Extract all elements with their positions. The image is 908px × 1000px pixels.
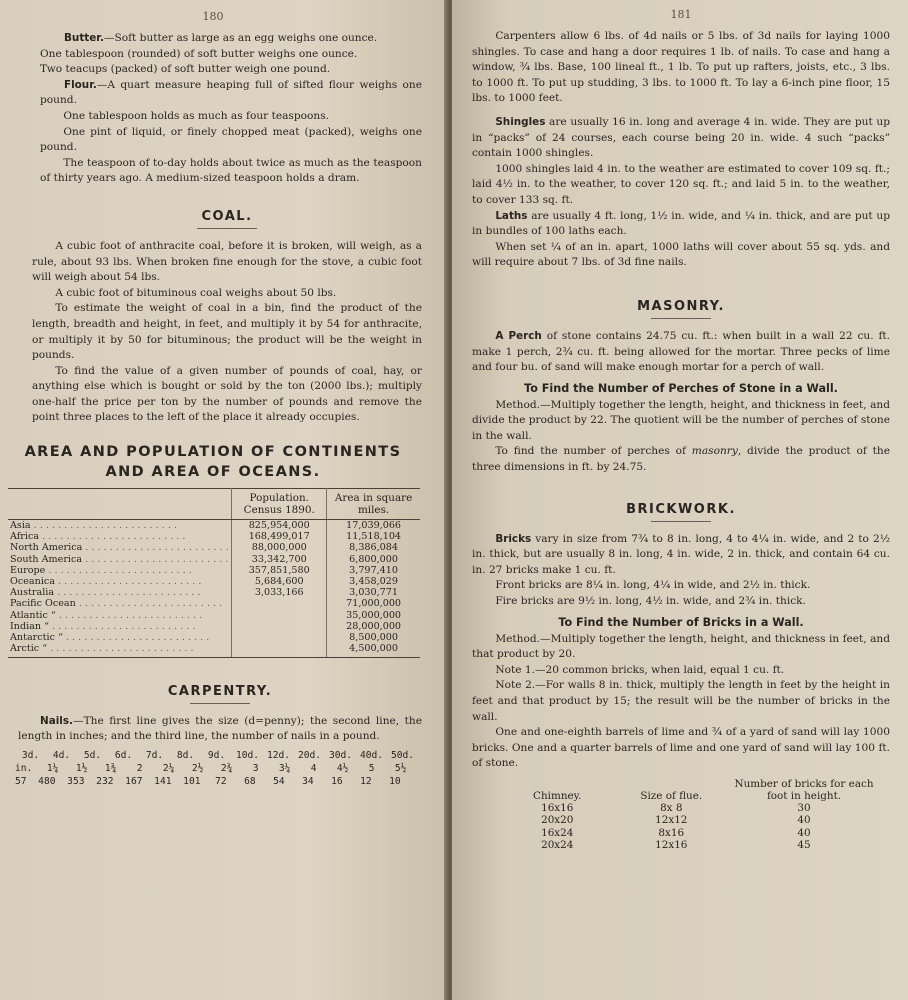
population-cell [232, 598, 327, 609]
nails-cell: 54 [273, 775, 285, 787]
flue-cell: 8x16 [658, 826, 685, 839]
table-row [500, 814, 880, 826]
coal-p1: A cubic foot of anthracite coal, before it is broken, will weigh, as a rule, about 93 lbs. When broken fine enough for the stove, a cubic foot will weigh about 54 lbs. [32, 239, 422, 284]
area-cell: 17,039,066 [327, 520, 420, 532]
col-chimney: Chimney. [533, 789, 582, 802]
table-row [8, 621, 420, 632]
coal-section [4, 209, 422, 426]
bricks-note2: Note 2.—For walls 8 in. thick, multiply the length in feet by the height in feet and that product by 15; the result will be the number of bricks in the wall. [472, 679, 890, 723]
continent-name: North America . . . . . . . . . . . . . . . . . . . . . . . . [10, 542, 229, 554]
nails-cell: 20d. [297, 749, 322, 761]
table-row [8, 610, 420, 621]
population-cell: 168,499,017 [232, 531, 327, 542]
butter-line-3: Two teacups (packed) of soft butter weigh one pound. [40, 63, 331, 76]
masonry-p3a: To find the number of perches of [495, 445, 692, 458]
bricks-method: Method.—Multiply together the length, height, and thickness in feet, and that product by 20. [472, 632, 890, 661]
bricks-subheading: To Find the Number of Bricks in a Wall. [558, 615, 804, 629]
continent-name: South America . . . . . . . . . . . . . . . . . . . . . . . . [10, 553, 229, 565]
coal-p4: To find the value of a given number of pounds of coal, hay, or anything else which is bought or sold by the ton (2000 lbs.); multiply one-half the price per ton by the number of pounds and remove the point three places to the left of the place it already occupies. [32, 364, 422, 424]
col-population: Population. Census 1890. [232, 489, 327, 520]
nails-cell: 4d. [52, 749, 71, 761]
table-row [8, 542, 420, 553]
population-cell: 357,851,580 [232, 565, 327, 576]
leader-dots: . . . . . . . . . . . . . . . . . . . . . . . . [39, 531, 186, 543]
nails-lengths-row [15, 762, 422, 775]
chimney-cell: 20x24 [541, 839, 574, 852]
leader-dots: . . . . . . . . . . . . . . . . . . . . . . . . [54, 587, 201, 599]
bricks-lime: One and one-eighth barrels of lime and ¾ of a yard of sand will lay 1000 bricks. One and a quarter barrels of lime and one yard of sand will lay 100 ft. of stone. [472, 726, 890, 770]
chimney-cell: 20x20 [541, 814, 574, 827]
area-cell: 8,500,000 [327, 632, 420, 643]
masonry-p3em: masonry [691, 445, 738, 458]
table-row [500, 839, 880, 851]
nails-cell: 5½ [394, 762, 407, 774]
coal-rule [197, 228, 257, 229]
nails-sizes-row [15, 749, 422, 762]
chimney-rows [500, 802, 880, 852]
population-cell: 33,342,700 [232, 554, 327, 565]
perches-method: Method.—Multiply together the length, height, and thickness in feet, and divide the product by 22. The quotient will be the number of perches of stone in the wall. [472, 398, 890, 442]
table-row [8, 565, 420, 576]
nails-row2-prefix: in. [15, 762, 33, 774]
area-cell: 3,458,029 [327, 576, 420, 587]
continent-name: Antarctic “ . . . . . . . . . . . . . . . . . . . . . . . . [10, 632, 210, 644]
col-area: Area in square miles. [327, 489, 420, 520]
masonry-heading: MASONRY. [637, 298, 725, 314]
table-row [8, 632, 420, 643]
shingles-text: are usually 16 in. long and average 4 in. wide. They are put up in “packs” of 24 courses, each course being 20 in. wide. 4 such “packs” contain 1000 shingles. [472, 115, 890, 160]
population-cell: 5,684,600 [232, 576, 327, 587]
perches-subheading: To Find the Number of Perches of Stone in a Wall. [524, 381, 838, 395]
leader-dots: . . . . . . . . . . . . . . . . . . . . . . . . [49, 620, 196, 632]
brickwork-heading: BRICKWORK. [626, 501, 736, 517]
area-cell: 28,000,000 [327, 621, 420, 632]
shingles-lead: Shingles [495, 115, 546, 128]
nails-cell: 232 [96, 775, 114, 787]
population-cell: 825,954,000 [232, 520, 327, 532]
continent-name: Africa . . . . . . . . . . . . . . . . . . . . . . . . [10, 531, 186, 543]
masonry-rule [651, 318, 711, 319]
right-page [452, 0, 908, 1000]
nails-cell: 4½ [336, 762, 349, 774]
flour-text: —A quart measure heaping full of sifted flour weighs one pound. [40, 78, 422, 107]
bricks-cell: 45 [797, 839, 811, 852]
perch-text: of stone contains 24.75 cu. ft.: when built in a wall 22 cu. ft. make 1 perch, 2¾ cu. ft. being allowed for the mortar. Three pecks of lime and four bu. of sand will make enough mortar for a perch of wall. [472, 329, 890, 374]
nails-cell: 1½ [75, 762, 88, 774]
area-cell: 4,500,000 [327, 643, 420, 657]
continent-name: Asia . . . . . . . . . . . . . . . . . . . . . . . . [10, 520, 178, 532]
left-page [0, 0, 448, 1000]
col-bricks: Number of bricks for each foot in height. [734, 777, 874, 802]
carpenters-paragraph: Carpenters allow 6 lbs. of 4d nails or 5 lbs. of 3d nails for laying 1000 shingles. To case and hang a door requires 1 lb. of nails. To case and hang a window, ¾ lbs. Base, 100 lineal ft., 1 lb. To put up rafters, joists, etc., 3 lbs. to 1000 ft. To put up studding, 3 lbs. to 1000 ft. To lay a 6-inch pine floor, 15 lbs. to 1000 feet. [472, 30, 890, 105]
nails-cell: 480 [38, 775, 56, 787]
carpentry-section [4, 684, 422, 788]
nails-cell: 50d. [390, 749, 415, 761]
leader-dots: . . . . . . . . . . . . . . . . . . . . . . . . [54, 576, 202, 588]
leader-dots: . . . . . . . . . . . . . . . . . . . . . . . . [47, 643, 194, 655]
nails-cell: 12 [360, 775, 372, 787]
carpentry-rule [190, 703, 250, 704]
nails-cell: 2¼ [162, 762, 175, 774]
area-population-table [8, 488, 420, 657]
nails-lead: Nails. [40, 714, 73, 727]
area-cell: 3,030,771 [327, 587, 420, 598]
bricks-lead: Bricks [495, 532, 532, 545]
coal-p2: A cubic foot of bituminous coal weighs about 50 lbs. [55, 286, 337, 299]
nails-cell: 10 [389, 775, 401, 787]
laths-text: are usually 4 ft. long, 1½ in. wide, and ¼ in. thick, and are put up in bundles of 100 laths each. [472, 209, 890, 238]
nails-cell: 353 [67, 775, 85, 787]
area-cell: 8,386,084 [327, 542, 420, 553]
table-row [8, 576, 420, 587]
population-cell [232, 643, 327, 657]
area-cell: 35,000,000 [327, 610, 420, 621]
table-row [8, 598, 420, 609]
table-row [500, 827, 880, 839]
table-row [500, 802, 880, 814]
bricks-note1: Note 1.—20 common bricks, when laid, equal 1 cu. ft. [495, 663, 785, 676]
coal-heading: COAL. [201, 208, 253, 224]
chimney-table [500, 778, 880, 852]
nails-cell: 3¼ [278, 762, 291, 774]
nails-cell: 12d. [266, 749, 291, 761]
leader-dots: . . . . . . . . . . . . . . . . . . . . . . . . [82, 542, 229, 554]
butter-line-2: One tablespoon (rounded) of soft butter weighs one ounce. [40, 47, 358, 60]
butter-lead: Butter. [64, 32, 104, 44]
table-row [8, 531, 420, 542]
area-cell: 11,518,104 [327, 531, 420, 542]
nails-cell: 5d. [83, 749, 102, 761]
nails-cell: 167 [125, 775, 143, 787]
population-cell: 3,033,166 [232, 587, 327, 598]
population-cell [232, 610, 327, 621]
page-number-right: 181 [670, 8, 692, 21]
flue-cell: 8x 8 [660, 801, 683, 814]
nails-cell: 141 [154, 775, 172, 787]
table-row [8, 520, 420, 532]
nails-cell: 1¼ [46, 762, 59, 774]
area-section [4, 442, 422, 657]
masonry-p3b: , divide the product of the three dimensions in ft. by 24.75. [472, 445, 890, 474]
flour-p2: One tablespoon holds as much as four teaspoons. [63, 109, 330, 122]
area-cell: 3,797,410 [327, 565, 420, 576]
nails-cell: 3 [252, 762, 259, 774]
carpentry-heading: CARPENTRY. [167, 683, 273, 699]
brickwork-section [472, 502, 890, 852]
col-flue: Size of flue. [640, 789, 703, 802]
table-row [8, 643, 420, 657]
nails-cell: 30d. [328, 749, 353, 761]
nails-cell: 72 [215, 775, 227, 787]
chimney-cell: 16x16 [541, 801, 574, 814]
laths-lead: Laths [495, 209, 528, 222]
perch-lead: A Perch [495, 329, 542, 342]
bricks-cell: 30 [797, 801, 811, 814]
chimney-cell: 16x24 [541, 826, 574, 839]
continent-name: Atlantic “ . . . . . . . . . . . . . . . . . . . . . . . . [10, 609, 203, 621]
nails-cell: 40d. [359, 749, 384, 761]
population-cell [232, 621, 327, 632]
continent-name: Oceanica . . . . . . . . . . . . . . . . . . . . . . . . [10, 576, 202, 588]
nails-cell: 2½ [191, 762, 204, 774]
table-row [8, 587, 420, 598]
butter-section [4, 31, 422, 187]
flour-p3: One pint of liquid, or finely chopped meat (packed), weighs one pound. [40, 125, 422, 154]
continent-name: Pacific Ocean . . . . . . . . . . . . . . . . . . . . . . . . [10, 598, 223, 610]
leader-dots: . . . . . . . . . . . . . . . . . . . . . . . . [75, 598, 223, 610]
continent-name: Australia . . . . . . . . . . . . . . . . . . . . . . . . [10, 587, 201, 599]
bricks-p2: Front bricks are 8¼ in. long, 4¼ in wide, and 2½ in. thick. [495, 579, 811, 592]
nails-cell: 4 [310, 762, 317, 774]
flour-p4: The teaspoon of to-day holds about twice as much as the teaspoon of thirty years ago. A medium-sized teaspoon holds a dram. [40, 156, 422, 185]
nails-cell: 1¾ [104, 762, 117, 774]
bricks-cell: 40 [797, 814, 811, 827]
nails-cell: 16 [331, 775, 343, 787]
table-row [8, 554, 420, 565]
brickwork-rule [651, 521, 711, 522]
nails-counts-row [15, 775, 422, 788]
nails-text: —The first line gives the size (d=penny); the second line, the length in inches; and the third line, the number of nails in a pound. [18, 714, 422, 743]
area-cell: 6,800,000 [327, 554, 420, 565]
population-cell [232, 632, 327, 643]
leader-dots: . . . . . . . . . . . . . . . . . . . . . . . . [45, 564, 192, 576]
nails-row3-prefix: 57 [15, 775, 27, 787]
nails-cell: 3d. [21, 749, 40, 761]
nails-cell: 5 [368, 762, 375, 774]
flue-cell: 12x12 [655, 814, 688, 827]
nails-cell: 2¾ [220, 762, 233, 774]
area-heading: AREA AND POPULATION OF CONTINENTS AND AREA OF OCEANS. [24, 444, 402, 481]
leader-dots: . . . . . . . . . . . . . . . . . . . . . . . . [62, 632, 210, 644]
nails-cell: 7d. [145, 749, 164, 761]
nails-cell: 9d. [207, 749, 226, 761]
coal-p3: To estimate the weight of coal in a bin, find the product of the length, breadth and height, in feet, and multiply it by 54 for anthracite, or multiply it by 50 for bituminous; the product will be the weight in pounds. [32, 302, 422, 362]
leader-dots: . . . . . . . . . . . . . . . . . . . . . . . . [82, 553, 229, 565]
page-number-left: 180 [202, 10, 224, 23]
nails-table [15, 749, 422, 788]
bricks-cell: 40 [797, 826, 811, 839]
population-cell: 88,000,000 [232, 542, 327, 553]
flue-cell: 12x16 [655, 839, 688, 852]
area-cell: 71,000,000 [327, 598, 420, 609]
nails-cell: 101 [183, 775, 201, 787]
bricks-text: vary in size from 7¾ to 8 in. long, 4 to 4¼ in. wide, and 2 to 2½ in. thick, but are usually 8 in. long, 4 in. wide, 2 in. thick, and contain 64 cu. in. 27 bricks make 1 cu. ft. [472, 532, 890, 576]
nails-cell: 2 [136, 762, 143, 774]
nails-cell: 6d. [114, 749, 133, 761]
continent-name: Indian “ . . . . . . . . . . . . . . . . . . . . . . . . [10, 620, 196, 632]
nails-cell: 8d. [176, 749, 195, 761]
flour-lead: Flour. [64, 78, 97, 91]
continent-name: Europe . . . . . . . . . . . . . . . . . . . . . . . . [10, 564, 192, 576]
nails-cell: 10d. [235, 749, 260, 761]
nails-cell: 68 [244, 775, 256, 787]
leader-dots: . . . . . . . . . . . . . . . . . . . . . . . . [55, 609, 203, 621]
continent-name: Arctic “ . . . . . . . . . . . . . . . . . . . . . . . . [8, 643, 232, 657]
bricks-p3: Fire bricks are 9½ in. long, 4½ in. wide, and 2¾ in. thick. [495, 595, 806, 608]
masonry-section [472, 299, 890, 476]
leader-dots: . . . . . . . . . . . . . . . . . . . . . . . . [30, 520, 178, 532]
shingles-p2: 1000 shingles laid 4 in. to the weather are estimated to cover 109 sq. ft.; laid 4½ in. to the weather, to cover 120 sq. ft.; and laid 5 in. to the weather, to cover 133 sq. ft. [472, 162, 890, 206]
butter-line-1: —Soft butter as large as an egg weighs one ounce. [103, 32, 378, 44]
laths-p2: When set ¼ of an in. apart, 1000 laths will cover about 55 sq. yds. and will require about 7 lbs. of 3d fine nails. [472, 240, 890, 269]
area-rows [8, 520, 420, 657]
nails-cell: 34 [302, 775, 314, 787]
